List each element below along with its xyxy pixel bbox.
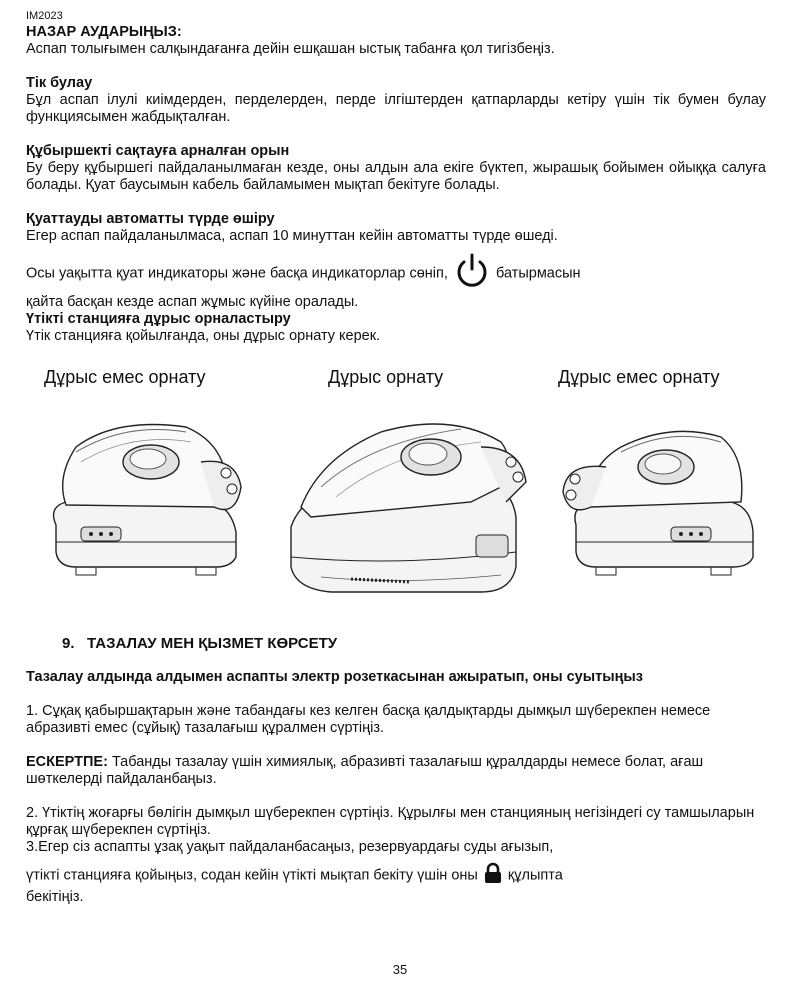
warning-title: НАЗАР АУДАРЫҢЫЗ:: [26, 24, 182, 40]
placement-text: Үтік станцияға қойылғанда, оны дұрыс орнату керек.: [26, 328, 381, 344]
manual-page: [26, 10, 766, 906]
auto-off-text-2b: батырмасын: [495, 265, 581, 282]
vertical-steam-title: Тік булау: [26, 75, 93, 91]
warning-text: Аспап толығымен салқындағанға дейін ешқашан ыстық табанға қол тигізбеңіз.: [26, 41, 555, 57]
cleaning-step-3d: бекітіңіз.: [26, 889, 84, 905]
power-icon: [452, 253, 492, 294]
hose-storage-text: Бу беру құбыршегі пайдаланылмаған кезде, оны алдын ала екіге бүктеп, жырашық бойымен ойыққа салуға болады. Қуат баусымын кабель байламымен мықтап бекітуге болады.: [26, 160, 766, 193]
cleaning-note-text: Табанды тазалау үшін химиялық, абразивті тазалағыш құралдарды немесе болат, ағаш шөткелерді пайдаланбаңыз.: [26, 754, 704, 787]
auto-off-text: Егер аспап пайдаланылмаса, аспап 10 минуттан кейін автоматты түрде өшеді.: [26, 228, 558, 244]
page-number: 35: [392, 962, 408, 977]
cleaning-step-3c: құлыпта: [507, 867, 563, 884]
auto-off-title: Қуаттауды автоматты түрде өшіру: [26, 211, 275, 227]
figure-label-correct: Дұрыс орнату: [328, 367, 444, 387]
cleaning-step-1: 1. Сұқақ қабыршақтарын және табандағы кез келген басқа қалдықтарды дымқыл шүберекпен немесе абразивті емес (сұйық) тазалағыш құралмен сүртіңіз.: [26, 703, 711, 736]
hose-storage-title: Құбыршекті сақтауға арналған орын: [26, 143, 290, 159]
lock-icon: [482, 862, 504, 889]
placement-title: Үтікті станцияға дұрыс орналастыру: [26, 311, 291, 327]
cleaning-section-number: 9.: [62, 635, 75, 652]
cleaning-step-2: 2. Үтіктің жоғарғы бөлігін дымқыл шүберекпен сүртіңіз. Құрылғы мен станцияның негізіндегі су тамшыларын құрғақ шүберекпен сүртіңіз.: [26, 805, 755, 838]
figure-label-incorrect-right: Дұрыс емес орнату: [558, 367, 720, 387]
cleaning-step-3b: үтікті станцияға қойыңыз, содан кейін үтікті мықтап бекіту үшін оны: [26, 867, 478, 884]
cleaning-section-title: [26, 635, 766, 652]
auto-off-text-2: [26, 253, 766, 311]
vertical-steam-text: Бұл аспап ілулі киімдерден, перделерден, перде ілгіштерден қатпарларды кетіру үшін тік бумен булау функциясымен жабдықталған.: [26, 92, 766, 125]
placement-figures: [26, 367, 766, 627]
cleaning-step-3: [26, 862, 766, 906]
cleaning-note: [26, 754, 766, 788]
figure-correct: [281, 407, 531, 602]
cleaning-note-label: ЕСКЕРТПЕ:: [26, 754, 108, 770]
figure-label-incorrect-left: Дұрыс емес орнату: [44, 367, 206, 387]
model-number: IM2023: [26, 10, 63, 22]
figure-incorrect-right: [561, 407, 766, 582]
cleaning-intro: Тазалау алдында алдымен аспапты электр розеткасынан ажыратып, оны суытыңыз: [26, 669, 643, 685]
figure-incorrect-left: [36, 407, 256, 582]
cleaning-step-3a: 3.Егер сіз аспапты ұзақ уақыт пайдаланбасаңыз, резервуардағы суды ағызып,: [26, 839, 554, 855]
cleaning-section-label: ТАЗАЛАУ МЕН ҚЫЗМЕТ КӨРСЕТУ: [87, 635, 338, 652]
auto-off-text-2a: Осы уақытта қуат индикаторы және басқа индикаторлар сөніп,: [26, 265, 448, 282]
auto-off-text-2c: қайта басқан кезде аспап жұмыс күйіне оралады.: [26, 294, 359, 310]
